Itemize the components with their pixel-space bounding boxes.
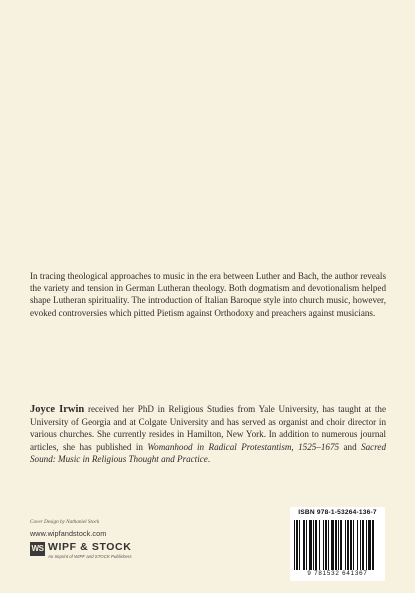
isbn-barcode-box	[290, 507, 385, 581]
publisher-logo-icon: WS	[30, 542, 45, 556]
bio-text-1: received her PhD in Religious Studies from Yale University, has taught at the University of Georgia and at Colgate University and has served as organist and choir director in various churches. She currently resides in Hamilton, New York. In addition to numerous journal articles, she has published in	[30, 404, 386, 452]
publisher-name: WIPF & STOCK	[48, 541, 132, 553]
publisher-website: www.wipfandstock.com	[30, 529, 107, 538]
barcode-number: 9 781532 641367	[307, 570, 368, 577]
publisher-imprint-line: An Imprint of WIPF and STOCK Publishers	[48, 554, 132, 559]
isbn-label: ISBN 978-1-53264-136-7	[298, 509, 377, 516]
bio-book-title-1: Womanhood in Radical Protestantism, 1525–1675	[147, 441, 340, 452]
author-bio	[30, 403, 386, 465]
bio-book-title-2: Sacred Sound: Music in Religious Thought and Practice	[30, 441, 386, 464]
barcode-icon	[294, 520, 381, 570]
bio-text-3: .	[207, 453, 211, 464]
cover-design-credit: Cover Design by Nathaniel Stock	[30, 519, 100, 525]
bio-text-2: and	[339, 441, 362, 452]
book-description: In tracing theological approaches to music in the era between Luther and Bach, the author reveals the variety and tension in German Lutheran theology. Both dogmatism and devotionalism helped shape Lutheran spirituality. The introduction of Italian Baroque style into church music, however, evoked controversies which pitted Pietism against Orthodoxy and preachers against musicians.	[30, 271, 386, 318]
author-name: Joyce Irwin	[30, 404, 85, 415]
